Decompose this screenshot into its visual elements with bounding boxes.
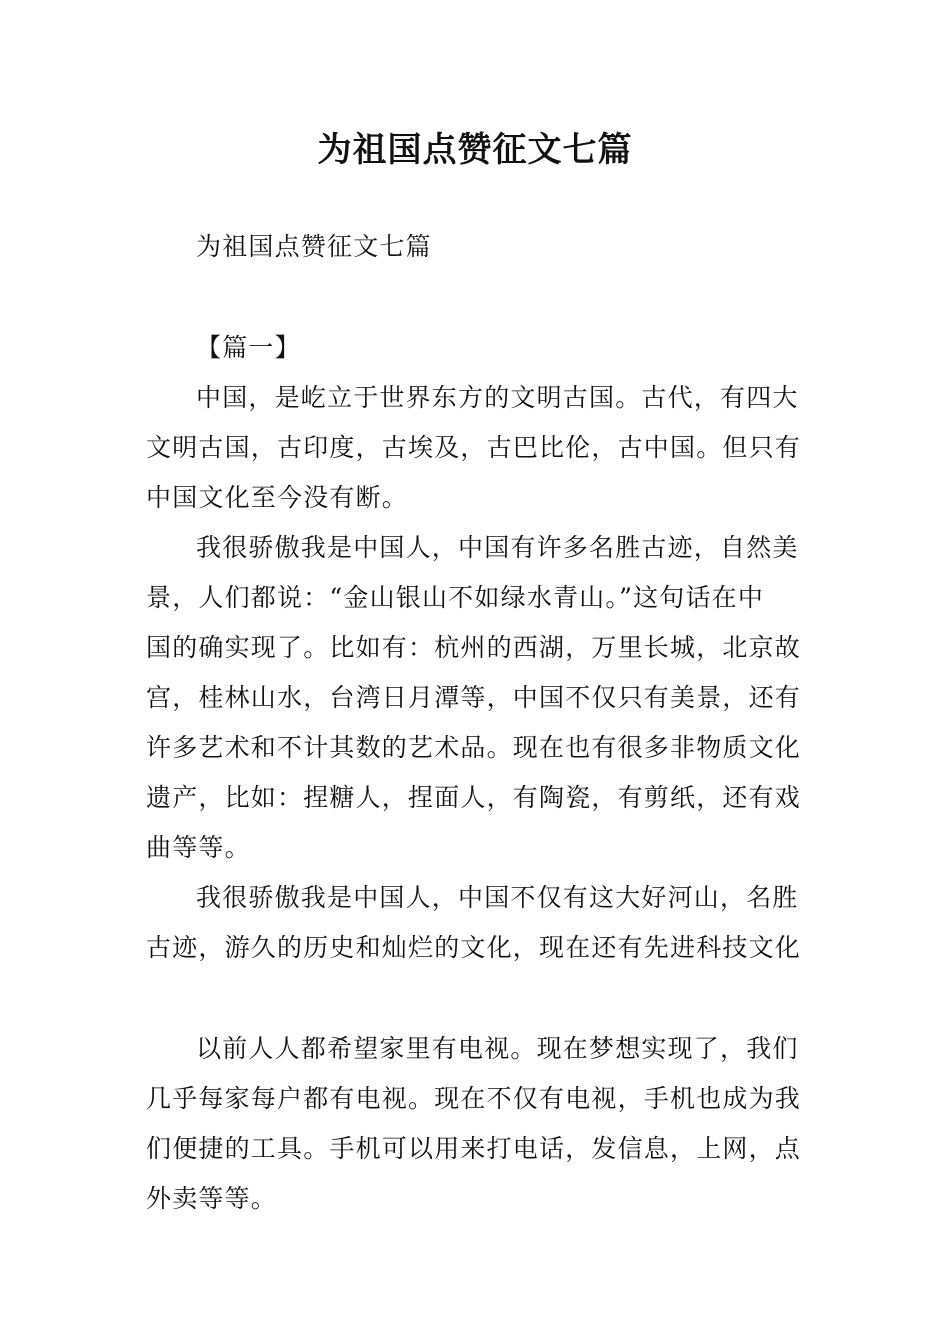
paragraph-line: 古迹，游久的历史和灿烂的文化，现在还有先进科技文化 (146, 933, 802, 962)
paragraph-line: 中国文化至今没有断。 (146, 483, 409, 512)
paragraph-line: 中国，是屹立于世界东方的文明古国。古代，有四大 (196, 383, 799, 412)
paragraph-line: 几乎每家每户都有电视。现在不仅有电视，手机也成为我 (146, 1084, 802, 1113)
paragraph-line: 文明古国，古印度，古埃及，古巴比伦，古中国。但只有 (146, 433, 802, 462)
paragraph-line: 们便捷的工具。手机可以用来打电话，发信息，上网，点 (146, 1134, 802, 1163)
document-title: 为祖国点赞征文七篇 (317, 130, 633, 170)
paragraph-line: 我很骄傲我是中国人，中国有许多名胜古迹，自然美 (196, 533, 799, 562)
paragraph-line: 以前人人都希望家里有电视。现在梦想实现了，我们 (196, 1034, 799, 1063)
section-heading: 【篇一】 (196, 333, 301, 362)
paragraph-line: 宫，桂林山水，台湾日月潭等，中国不仅只有美景，还有 (146, 683, 802, 712)
paragraph-line: 曲等等。 (146, 833, 251, 862)
paragraph-line: 我很骄傲我是中国人，中国不仅有这大好河山，名胜 (196, 883, 799, 912)
paragraph-line: 国的确实现了。比如有：杭州的西湖，万里长城，北京故 (146, 633, 802, 662)
paragraph-line: 许多艺术和不计其数的艺术品。现在也有很多非物质文化 (146, 733, 802, 762)
document-subtitle: 为祖国点赞征文七篇 (196, 232, 432, 261)
paragraph-line: 外卖等等。 (146, 1184, 278, 1213)
paragraph-line: 遗产，比如：捏糖人，捏面人，有陶瓷，有剪纸，还有戏 (146, 783, 802, 812)
paragraph-line: 景，人们都说：“金山银山不如绿水青山。”这句话在中 (146, 583, 765, 612)
